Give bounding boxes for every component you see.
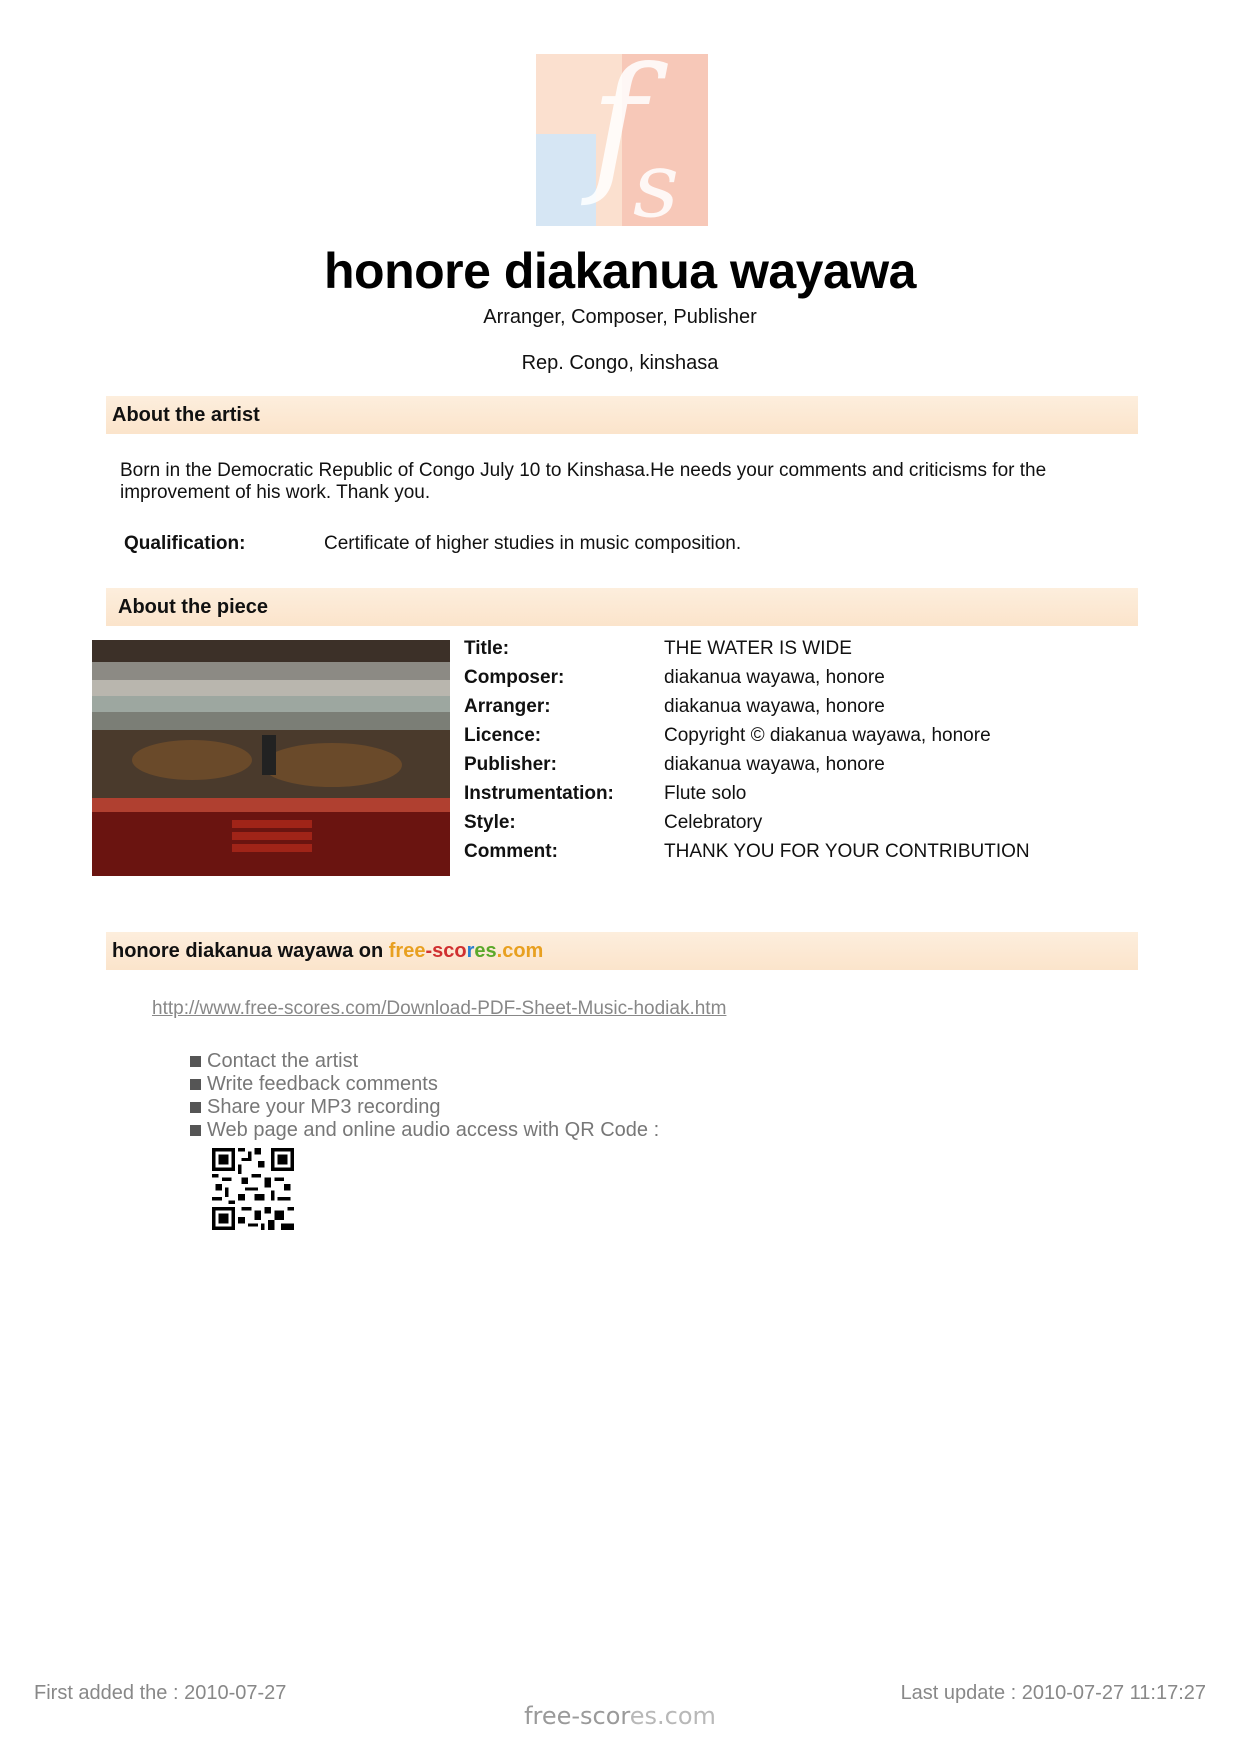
free-scores-brand[interactable] <box>389 940 544 962</box>
footer-brand-b: es.com <box>629 1702 716 1730</box>
footer-brand-logo <box>0 1702 1240 1730</box>
svg-text:f: f <box>590 54 646 210</box>
first-added-date: First added the : 2010-07-27 <box>34 1682 287 1704</box>
artist-location: Rep. Congo, kinshasa <box>521 352 719 374</box>
piece-label: Title: <box>464 638 510 659</box>
artist-roles: Arranger, Composer, Publisher <box>483 306 757 328</box>
artist-bio: Born in the Democratic Republic of Congo July 10 to Kinshasa.He needs your comments and criticisms for the improvement of his work. Thank you. <box>120 460 1047 503</box>
square-bullet-icon <box>190 1125 201 1136</box>
link-label: Contact the artist <box>207 1050 359 1072</box>
about-piece-heading: About the piece <box>106 588 1138 626</box>
svg-text:s: s <box>632 133 680 226</box>
piece-label: Instrumentation: <box>464 783 614 804</box>
artist-name: honore diakanua wayawa <box>324 243 916 299</box>
artist-page-link[interactable]: http://www.free-scores.com/Download-PDF-Sheet-Music-hodiak.htm <box>152 998 727 1019</box>
piece-value: Copyright © diakanua wayawa, honore <box>664 725 991 746</box>
piece-label: Licence: <box>464 725 542 746</box>
piece-value: diakanua wayawa, honore <box>664 696 885 717</box>
contact-artist-link[interactable] <box>190 1050 659 1073</box>
square-bullet-icon <box>190 1079 201 1090</box>
write-feedback-link[interactable] <box>190 1073 659 1096</box>
piece-label: Publisher: <box>464 754 557 775</box>
orchestra-photo <box>92 640 450 876</box>
brand-part: es <box>474 940 497 962</box>
piece-value: diakanua wayawa, honore <box>664 667 885 688</box>
brand-part: r <box>466 940 475 962</box>
action-links <box>190 1050 659 1142</box>
qualification-label: Qualification: <box>124 533 246 554</box>
brand-part: ree <box>395 940 426 962</box>
qr-code-link[interactable] <box>190 1119 659 1142</box>
piece-value: THANK YOU FOR YOUR CONTRIBUTION <box>664 841 1030 862</box>
brand-part: f <box>388 940 396 962</box>
square-bullet-icon <box>190 1102 201 1113</box>
about-artist-heading: About the artist <box>106 396 1138 434</box>
brand-part: .com <box>496 940 544 962</box>
brand-part: - <box>425 940 433 962</box>
link-label: Write feedback comments <box>207 1073 438 1095</box>
qr-code-icon[interactable] <box>212 1148 294 1230</box>
free-scores-logo <box>536 54 708 226</box>
footer-brand-a: free-scor <box>524 1702 630 1730</box>
brand-part: sco <box>432 940 467 962</box>
piece-value: THE WATER IS WIDE <box>664 638 852 659</box>
piece-label: Comment: <box>464 841 558 862</box>
on-site-heading-prefix: honore diakanua wayawa on <box>112 940 389 962</box>
piece-label: Arranger: <box>464 696 551 717</box>
piece-value: Celebratory <box>664 812 763 833</box>
last-update-date: Last update : 2010-07-27 11:17:27 <box>900 1682 1206 1704</box>
share-mp3-link[interactable] <box>190 1096 659 1119</box>
link-label: Share your MP3 recording <box>207 1096 441 1118</box>
piece-value: Flute solo <box>664 783 747 804</box>
piece-label: Composer: <box>464 667 565 688</box>
piece-label: Style: <box>464 812 516 833</box>
link-label: Web page and online audio access with QR Code : <box>207 1119 660 1141</box>
piece-value: diakanua wayawa, honore <box>664 754 885 775</box>
square-bullet-icon <box>190 1056 201 1067</box>
on-site-heading <box>106 932 1138 970</box>
qualification-value: Certificate of higher studies in music composition. <box>324 533 742 554</box>
